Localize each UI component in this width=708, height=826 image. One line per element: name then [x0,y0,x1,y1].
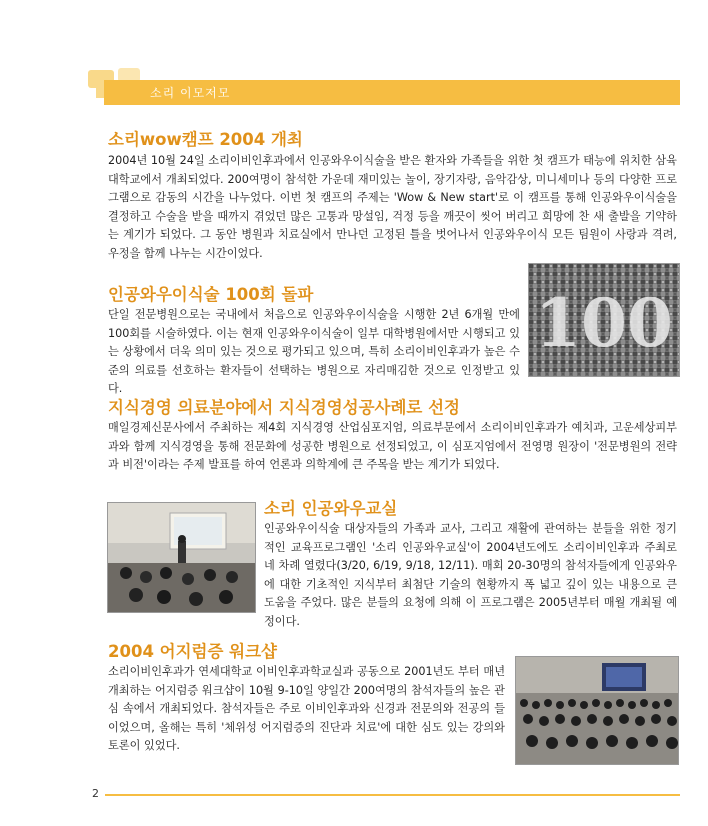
workshop-auditorium-photo [515,656,679,765]
section-title-cochlear-class: 소리 인공와우교실 [264,499,398,518]
lecture-room-image [108,503,255,612]
mosaic-100-image [529,264,679,376]
workshop-auditorium-image [516,657,678,764]
section-body-100-surgeries: 단일 전문병원으로는 국내에서 처음으로 인공와우이식술을 시행한 2년 6개월 만에 100회를 시술하였다. 이는 현재 인공와우이식술이 일부 대학병원에서만 시행되고 있는 상황에서 더욱 의미 있는 것으로 평가되고 있으며, 특히 소리이비인후과가 높은 수준의 의료를 선호하는 환자들이 선택하는 병원으로 자리매김한 것으로 인정받고 있다. [108,308,520,396]
mosaic-100-text: 100 [535,284,673,362]
section-body-dizziness-workshop: 소리이비인후과가 연세대학교 이비인후과학교실과 공동으로 2001년도 부터 매년 개최하는 어지럼증 워크샵이 10월 9-10일 양일간 200여명의 참석자들의 높은 관심 속에서 개최되었다. 참석자들은 주로 이비인후과와 신경과 전문의와 전공의 들이었으며, 올해는 특히 '체위성 어지럼증의 진단과 치료'에 대한 심도 있는 강의와 토론이 있었다. [108,665,505,753]
section-title-100-surgeries: 인공와우이식술 100회 돌파 [108,285,314,304]
footer-rule [105,794,680,796]
mosaic-100-photo [528,263,680,377]
section-body-cochlear-class: 인공와우이식술 대상자들의 가족과 교사, 그리고 재활에 관여하는 분들을 위한 정기적인 교육프로그램인 '소리 인공와우교실'이 2004년도에도 소리이비인후과 주최로 네 차례 열렸다(3/20, 6/19, 9/18, 12/11). 매회 20-30명의 참석자들에게 인공와우에 대한 기초적인 지식부터 최첨단 기술의 현황까지 폭 넓고 깊이 있는 내용으로 큰 도움을 주었다. 많은 분들의 요청에 의해 이 프로그램은 2005년부터 매월 개최될 예정이다. [264,522,677,628]
section-title-knowledge-management: 지식경영 의료분야에서 지식경영성공사례로 선정 [108,398,460,417]
section-title-dizziness-workshop: 2004 어지럼증 워크샵 [108,642,277,661]
page-number: 2 [92,787,99,800]
section-title-wow-camp: 소리wow캠프 2004 개최 [108,130,303,149]
section-body-wow-camp: 2004년 10월 24일 소리이비인후과에서 인공와우이식술을 받은 환자와 가족들을 위한 첫 캠프가 태능에 위치한 삼육대학교에서 개최되었다. 200여명이 참석한 가운데 재미있는 놀이, 장기자랑, 음악감상, 미니세미나 등의 다양한 프로그램으로 감동의 시간을 나누었다. 이번 첫 캠프의 주제는 'Wow & New start'로 이 캠프를 통해 인공와우이식술을 결정하고 수술을 받을 때까지 겪었던 많은 고통과 망설임, 걱정 등을 깨끗이 씻어 버리고 희망에 찬 새 출발을 기약하는 계기가 되었다. 그 동안 병원과 치료실에서 만나던 고정된 틀을 벗어나서 인공와우이식 모든 팀원이 사랑과 격려, 우정을 함께 나누는 시간이었다. [108,154,677,260]
section-header-label: 소리 이모저모 [150,86,231,100]
section-body-knowledge-management: 매일경제신문사에서 주최하는 제4회 지식경영 산업심포지엄, 의료부문에서 소리이비인후과가 예치과, 고운세상피부과와 함께 지식경영을 통해 전문화에 성공한 병원으로 선정되었고, 이 심포지엄에서 전영명 원장이 '전문병원의 전략과 비전'이라는 주제 발표를 하여 언론과 의학계에 큰 주목을 받는 계기가 되었다. [108,421,677,472]
lecture-room-photo [107,502,256,613]
